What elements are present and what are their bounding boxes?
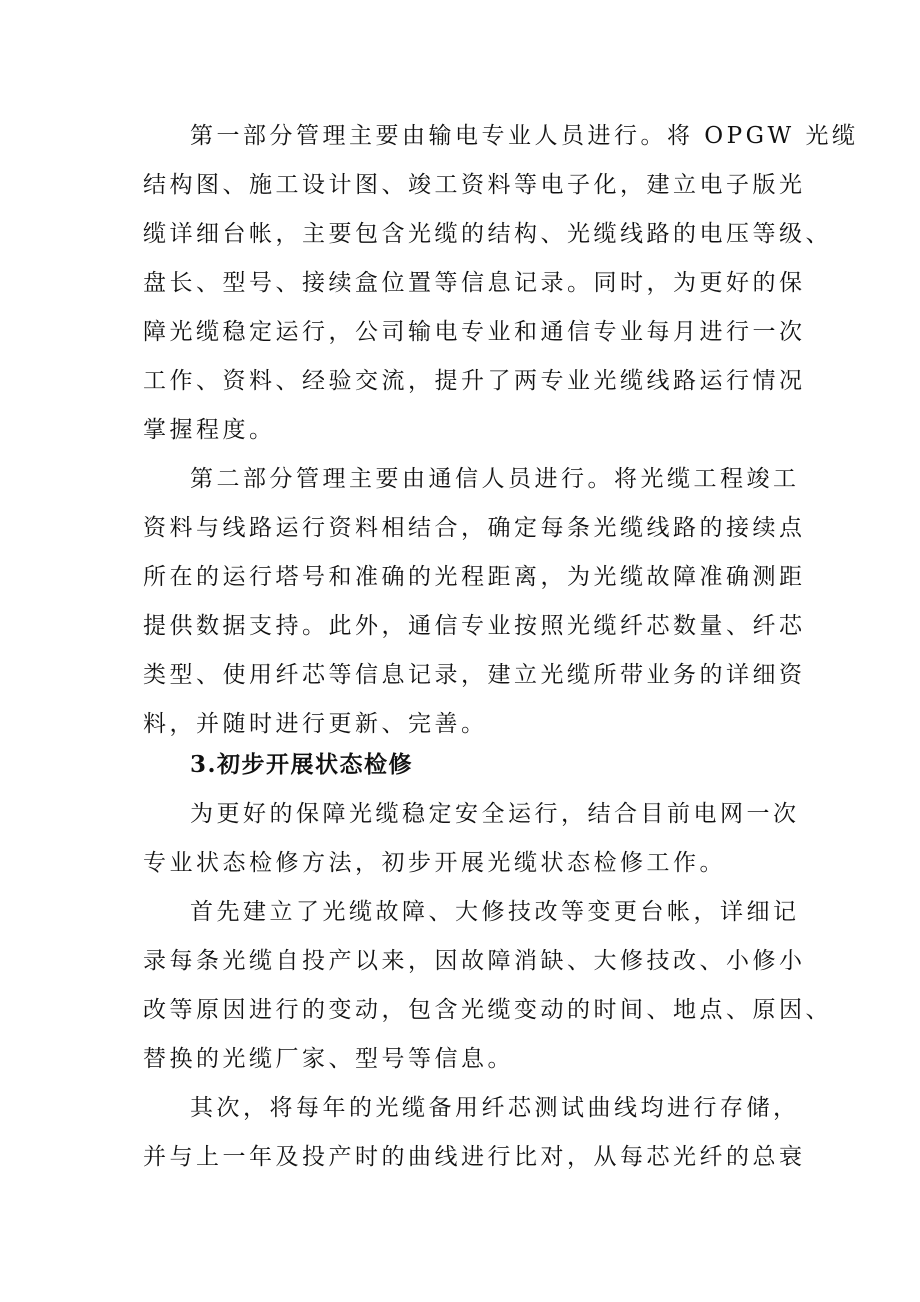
text-line: 提供数据支持。此外，通信专业按照光缆纤芯数量、纤芯 — [143, 613, 806, 639]
text-line: 掌握程度。 — [143, 417, 276, 443]
text-line: 录每条光缆自投产以来，因故障消缺、大修技改、小修小 — [143, 948, 806, 974]
text-line: 结构图、施工设计图、竣工资料等电子化，建立电子版光 — [143, 172, 806, 198]
text-line: 资料与线路运行资料相结合，确定每条光缆线路的接续点 — [143, 515, 806, 541]
text-line: 专业状态检修方法，初步开展光缆状态检修工作。 — [143, 850, 726, 876]
text-line: 替换的光缆厂家、型号等信息。 — [143, 1046, 514, 1072]
text-line: 料，并随时进行更新、完善。 — [143, 711, 488, 737]
text-line: 其次，将每年的光缆备用纤芯测试曲线均进行存储， — [190, 1095, 800, 1121]
text-line: 改等原因进行的变动，包含光缆变动的时间、地点、原因、 — [143, 997, 832, 1023]
section-heading: 3.初步开展状态检修 — [190, 751, 414, 778]
text-line: 缆详细台帐，主要包含光缆的结构、光缆线路的电压等级、 — [143, 221, 832, 247]
text-line: 类型、使用纤芯等信息记录，建立光缆所带业务的详细资 — [143, 662, 806, 688]
text-line: 为更好的保障光缆稳定安全运行，结合目前电网一次 — [190, 801, 800, 827]
text-line: 所在的运行塔号和准确的光程距离，为光缆故障准确测距 — [143, 564, 806, 590]
text-line: 第一部分管理主要由输电专业人员进行。将 OPGW 光缆 — [190, 123, 859, 149]
text-line: 工作、资料、经验交流，提升了两专业光缆线路运行情况 — [143, 368, 806, 394]
text-line: 并与上一年及投产时的曲线进行比对，从每芯光纤的总衰 — [143, 1144, 806, 1170]
text-line: 第二部分管理主要由通信人员进行。将光缆工程竣工 — [190, 466, 800, 492]
text-line: 盘长、型号、接续盒位置等信息记录。同时，为更好的保 — [143, 270, 806, 296]
text-line: 首先建立了光缆故障、大修技改等变更台帐，详细记 — [190, 899, 800, 925]
text-line: 障光缆稳定运行，公司输电专业和通信专业每月进行一次 — [143, 319, 806, 345]
